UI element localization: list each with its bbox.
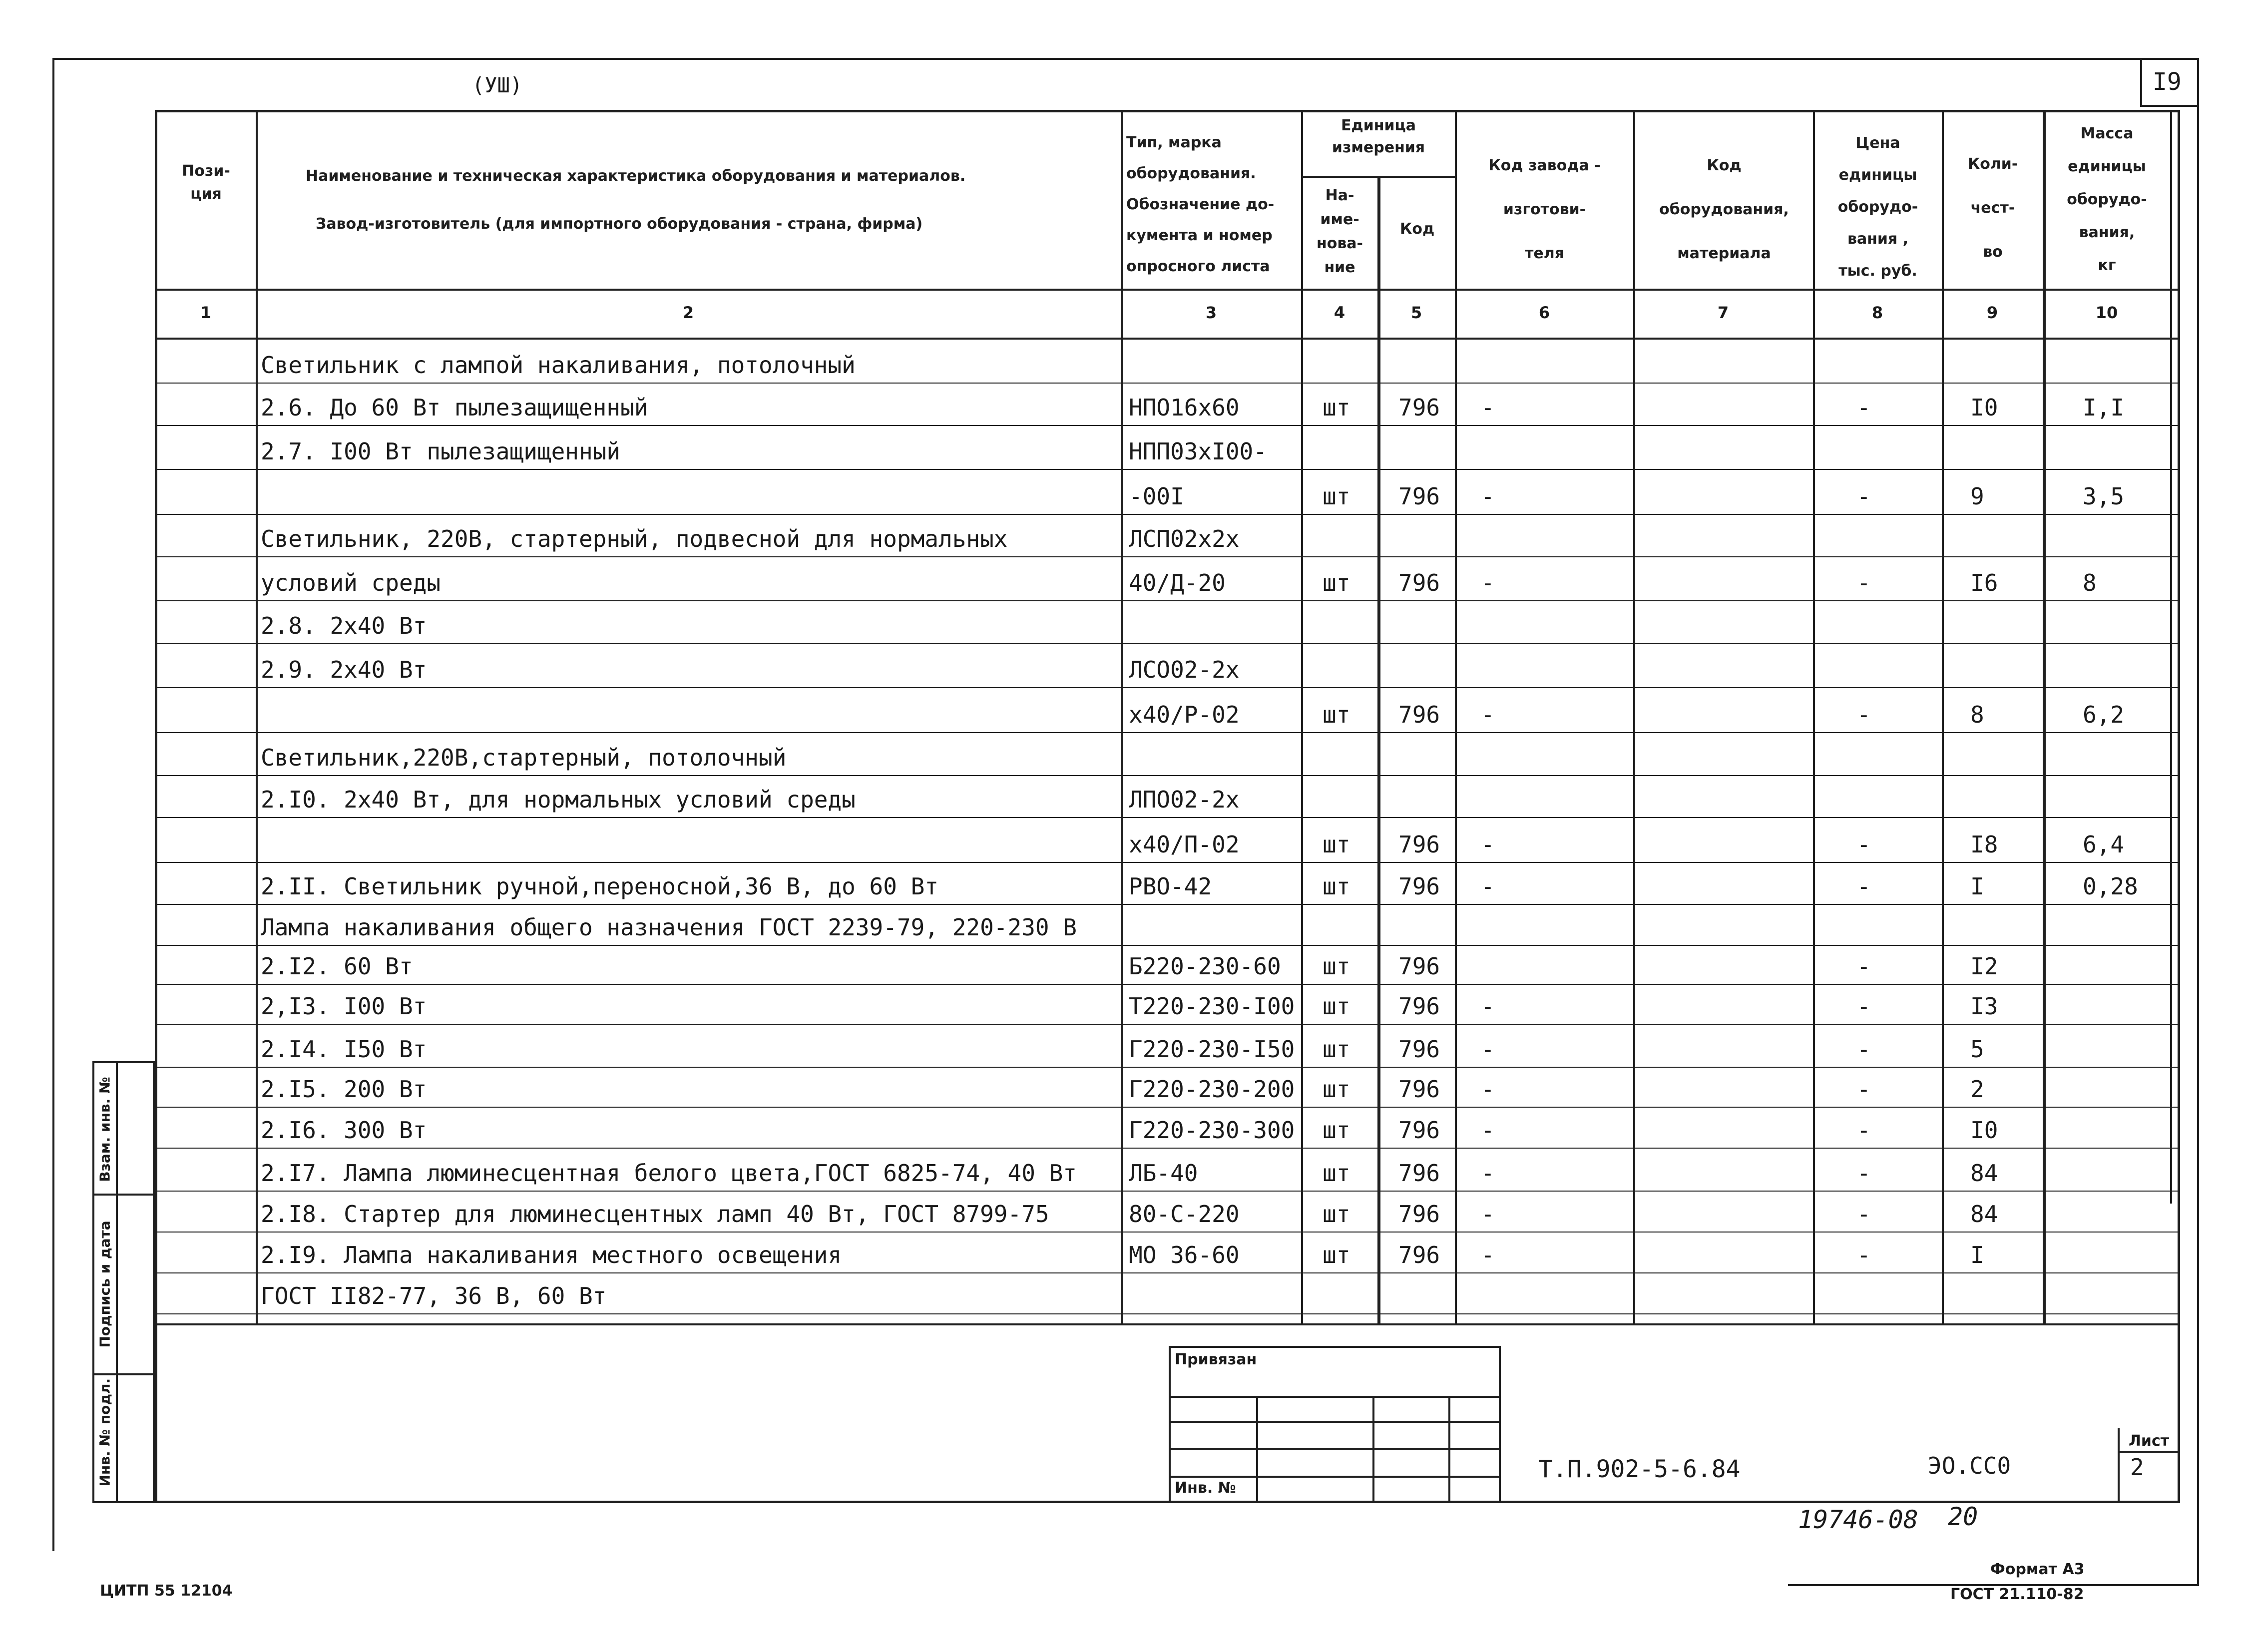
- row-cell-c8: -: [1857, 569, 1871, 596]
- row-cell-code: 796: [1398, 1076, 1440, 1103]
- column-number-10: 10: [2095, 303, 2118, 322]
- row-cell-mass: I,I: [2083, 394, 2125, 421]
- row-separator: [155, 1067, 2180, 1068]
- stamp-line-3: [1169, 1448, 1501, 1450]
- row-cell-code: 796: [1398, 1241, 1440, 1268]
- side-strip-line-2: [92, 1373, 155, 1375]
- row-cell-code: 796: [1398, 394, 1440, 421]
- row-cell-qty: I: [1970, 873, 1984, 900]
- column-number-7: 7: [1717, 303, 1729, 322]
- row-cell-c6: -: [1481, 1076, 1495, 1103]
- row-separator: [155, 643, 2180, 644]
- header-unit-group: Единица измерения: [1332, 117, 1425, 156]
- row-cell-c6: -: [1481, 1036, 1495, 1063]
- row-cell-c6: -: [1481, 1117, 1495, 1144]
- row-cell-type: ЛПО02-2х: [1129, 786, 1240, 813]
- row-cell-c6: -: [1481, 569, 1495, 596]
- row-cell-c8: -: [1857, 1201, 1871, 1228]
- row-cell-code: 796: [1398, 953, 1440, 980]
- row-cell-c6: -: [1481, 831, 1495, 858]
- row-separator: [155, 862, 2180, 863]
- row-cell-c8: -: [1857, 831, 1871, 858]
- row-separator: [155, 514, 2180, 515]
- header-quantity: Коли- чест- во: [1967, 155, 2018, 261]
- stamp-vline-2: [1372, 1396, 1374, 1503]
- row-cell-name: Светильник, 220В, стартерный, подвесной для нормальных: [261, 525, 1008, 552]
- col-line-5: [1455, 110, 1457, 1323]
- row-separator: [155, 1024, 2180, 1025]
- row-cell-unit: шт: [1323, 701, 1350, 728]
- row-cell-type: 80-С-220: [1129, 1201, 1240, 1228]
- row-cell-mass: 3,5: [2083, 483, 2125, 510]
- col-line-4: [1377, 176, 1380, 1323]
- row-cell-type: Г220-230-300: [1129, 1117, 1295, 1144]
- row-cell-type: Г220-230-I50: [1129, 1036, 1295, 1063]
- outer-right-border: [2197, 58, 2199, 1586]
- column-number-9: 9: [1986, 303, 1998, 322]
- col-line-3: [1301, 110, 1303, 1323]
- row-cell-c6: -: [1481, 394, 1495, 421]
- row-cell-type: НПО16х60: [1129, 394, 1240, 421]
- row-separator: [155, 600, 2180, 601]
- row-separator: [155, 383, 2180, 384]
- side-label-replacement-inv: Взам. инв. №: [96, 1077, 113, 1182]
- col-line-1: [256, 110, 258, 1323]
- row-cell-c6: -: [1481, 483, 1495, 510]
- header-equipment-code: Код оборудования, материала: [1659, 157, 1789, 262]
- row-separator: [155, 904, 2180, 905]
- row-cell-type: х40/Р-02: [1129, 701, 1240, 728]
- stamp-line-1: [1169, 1396, 1501, 1398]
- sheet-value: 2: [2130, 1454, 2144, 1481]
- row-cell-type: МО 36-60: [1129, 1241, 1240, 1268]
- row-cell-qty: I2: [1970, 953, 1998, 980]
- row-cell-code: 796: [1398, 1036, 1440, 1063]
- header-manufacturer-code: Код завода - изготови- теля: [1488, 157, 1601, 262]
- header-name: Наименование и техническая характеристика оборудования и материалов. Завод-изготовитель (для импортного оборудования - страна, фирма): [306, 167, 966, 233]
- row-cell-c6: -: [1481, 1241, 1495, 1268]
- row-cell-c8: -: [1857, 953, 1871, 980]
- row-separator: [155, 1148, 2180, 1149]
- stamp-line-4: [1169, 1476, 1501, 1478]
- row-cell-name: 2.I5. 200 Вт: [261, 1076, 427, 1103]
- row-cell-mass: 6,2: [2083, 701, 2125, 728]
- row-cell-type: ЛБ-40: [1129, 1160, 1198, 1187]
- header-unit-code: Код: [1399, 220, 1435, 238]
- column-number-8: 8: [1871, 303, 1883, 322]
- row-cell-type: ЛСП02х2х: [1129, 525, 1240, 552]
- row-cell-type: Б220-230-60: [1129, 953, 1281, 980]
- header-bottom-line: [155, 289, 2180, 291]
- row-cell-mass: 8: [2083, 569, 2097, 596]
- row-separator: [155, 775, 2180, 776]
- row-cell-name: 2.I7. Лампа люминесцентная белого цвета,ГОСТ 6825-74, 40 Вт: [261, 1160, 1077, 1187]
- row-cell-c8: -: [1857, 1160, 1871, 1187]
- col-line-8: [1942, 110, 1944, 1323]
- row-cell-name: ГОСТ II82-77, 36 В, 60 Вт: [261, 1282, 607, 1309]
- row-cell-c8: -: [1857, 701, 1871, 728]
- row-cell-unit: шт: [1323, 569, 1350, 596]
- outer-left-border: [52, 58, 54, 1551]
- row-cell-c6: -: [1481, 701, 1495, 728]
- row-cell-unit: шт: [1323, 394, 1350, 421]
- row-cell-name: 2.7. I00 Вт пылезащищенный: [261, 438, 621, 465]
- document-code: Т.П.902-5-6.84: [1538, 1455, 1741, 1483]
- row-cell-code: 796: [1398, 483, 1440, 510]
- section-mark: (УШ): [472, 73, 523, 97]
- row-cell-c6: -: [1481, 1160, 1495, 1187]
- row-separator: [155, 817, 2180, 818]
- row-cell-name: 2,I3. I00 Вт: [261, 993, 427, 1020]
- row-separator: [155, 1272, 2180, 1273]
- stamp-inv-label: Инв. №: [1175, 1479, 1236, 1497]
- row-cell-c8: -: [1857, 873, 1871, 900]
- row-cell-code: 796: [1398, 1160, 1440, 1187]
- row-cell-mass: 6,4: [2083, 831, 2125, 858]
- document-mark: ЭО.СС0: [1928, 1452, 2011, 1479]
- header-unit-name: На- име- нова- ние: [1316, 187, 1363, 276]
- row-cell-qty: 9: [1970, 483, 1984, 510]
- row-cell-qty: 2: [1970, 1076, 1984, 1103]
- row-cell-qty: I6: [1970, 569, 1998, 596]
- stamp-line-2: [1169, 1421, 1501, 1423]
- row-separator: [155, 425, 2180, 426]
- row-cell-unit: шт: [1323, 1036, 1350, 1063]
- row-cell-qty: 84: [1970, 1160, 1998, 1187]
- row-cell-type: НПП03хI00-: [1129, 438, 1267, 465]
- row-separator: [155, 732, 2180, 733]
- column-numbers-line: [155, 338, 2180, 340]
- side-strip-divider: [116, 1061, 118, 1503]
- row-cell-code: 796: [1398, 1201, 1440, 1228]
- row-cell-name: Светильник,220В,стартерный, потолочный: [261, 744, 787, 771]
- row-cell-qty: 5: [1970, 1036, 1984, 1063]
- row-cell-code: 796: [1398, 701, 1440, 728]
- header-position: Пози- ция: [182, 162, 230, 203]
- column-number-5: 5: [1410, 303, 1422, 322]
- row-cell-type: Г220-230-200: [1129, 1076, 1295, 1103]
- header-type: Тип, марка оборудования. Обозначение до- кумента и номер опросного листа: [1126, 134, 1275, 275]
- row-cell-name: 2.6. До 60 Вт пылезащищенный: [261, 394, 648, 421]
- row-cell-c8: -: [1857, 1117, 1871, 1144]
- row-cell-type: ЛСО02-2х: [1129, 656, 1240, 683]
- row-cell-name: 2.I4. I50 Вт: [261, 1036, 427, 1063]
- row-cell-unit: шт: [1323, 483, 1350, 510]
- row-cell-unit: шт: [1323, 1076, 1350, 1103]
- row-cell-c8: -: [1857, 394, 1871, 421]
- footer-format: Формат А3: [1990, 1561, 2085, 1578]
- row-cell-code: 796: [1398, 873, 1440, 900]
- row-cell-c8: -: [1857, 483, 1871, 510]
- row-separator: [155, 945, 2180, 946]
- row-cell-type: Т220-230-I00: [1129, 993, 1295, 1020]
- handwritten-registration-number: 19746-08: [1798, 1505, 1918, 1534]
- row-cell-c8: -: [1857, 1036, 1871, 1063]
- row-cell-name: 2.I0. 2х40 Вт, для нормальных условий среды: [261, 786, 856, 813]
- row-cell-qty: 84: [1970, 1201, 1998, 1228]
- row-cell-type: 40/Д-20: [1129, 569, 1226, 596]
- row-cell-name: 2.I9. Лампа накаливания местного освещения: [261, 1241, 842, 1268]
- row-separator: [155, 687, 2180, 688]
- row-cell-name: 2.8. 2х40 Вт: [261, 612, 427, 639]
- row-cell-code: 796: [1398, 1117, 1440, 1144]
- footer-left-code: ЦИТП 55 12104: [100, 1582, 233, 1600]
- row-cell-unit: шт: [1323, 1201, 1350, 1228]
- row-separator: [155, 1191, 2180, 1192]
- row-cell-unit: шт: [1323, 1241, 1350, 1268]
- row-cell-code: 796: [1398, 831, 1440, 858]
- row-separator: [155, 556, 2180, 557]
- handwritten-page-number: 20: [1948, 1502, 1978, 1531]
- row-cell-qty: 8: [1970, 701, 1984, 728]
- row-cell-mass: 0,28: [2083, 873, 2138, 900]
- row-cell-unit: шт: [1323, 873, 1350, 900]
- column-number-1: 1: [200, 303, 212, 322]
- row-cell-unit: шт: [1323, 953, 1350, 980]
- header-price: Цена единицы оборудо- вания , тыс. руб.: [1837, 134, 1918, 280]
- row-cell-name: 2.I8. Стартер для люминесцентных ламп 40 Вт, ГОСТ 8799-75: [261, 1201, 1049, 1228]
- row-cell-name: 2.II. Светильник ручной,переносной,36 В, до 60 Вт: [261, 873, 939, 900]
- row-cell-qty: I: [1970, 1241, 1984, 1268]
- row-cell-c8: -: [1857, 993, 1871, 1020]
- sheet-number: I9: [2153, 68, 2182, 96]
- stamp-vline-1: [1256, 1396, 1258, 1503]
- row-cell-unit: шт: [1323, 831, 1350, 858]
- stamp-bound-label: Привязан: [1175, 1351, 1257, 1368]
- col-line-9: [2043, 110, 2046, 1323]
- row-cell-name: 2.I6. 300 Вт: [261, 1117, 427, 1144]
- table-body-end-line: [155, 1323, 2180, 1325]
- row-cell-unit: шт: [1323, 1117, 1350, 1144]
- row-cell-name: Светильник с лампой накаливания, потолочный: [261, 352, 856, 379]
- row-cell-c6: -: [1481, 1201, 1495, 1228]
- row-cell-code: 796: [1398, 993, 1440, 1020]
- row-cell-qty: I3: [1970, 993, 1998, 1020]
- column-number-3: 3: [1205, 303, 1217, 322]
- side-label-signature-date: Подпись и дата: [96, 1221, 113, 1348]
- sheet-label: Лист: [2129, 1432, 2170, 1450]
- row-cell-qty: I0: [1970, 394, 1998, 421]
- column-number-4: 4: [1334, 303, 1345, 322]
- stamp-vline-3: [1448, 1396, 1450, 1503]
- sheet-label-line: [2118, 1451, 2180, 1453]
- row-separator: [155, 1232, 2180, 1233]
- outer-top-border: [52, 58, 2199, 60]
- row-separator: [155, 1107, 2180, 1108]
- row-cell-unit: шт: [1323, 1160, 1350, 1187]
- row-separator: [155, 1313, 2180, 1314]
- row-cell-c6: -: [1481, 993, 1495, 1020]
- col-line-2: [1121, 110, 1123, 1323]
- column-number-6: 6: [1538, 303, 1550, 322]
- col-line-10: [2170, 110, 2172, 1204]
- row-cell-name: 2.I2. 60 Вт: [261, 953, 413, 980]
- footer-gost: ГОСТ 21.110-82: [1950, 1586, 2084, 1603]
- col-line-6: [1633, 110, 1635, 1323]
- row-cell-c8: -: [1857, 1241, 1871, 1268]
- row-cell-type: -00I: [1129, 483, 1184, 510]
- row-cell-name: условий среды: [261, 569, 441, 596]
- row-separator: [155, 469, 2180, 470]
- col-line-7: [1813, 110, 1815, 1323]
- row-cell-name: 2.9. 2х40 Вт: [261, 656, 427, 683]
- row-separator: [155, 984, 2180, 985]
- side-label-inv-original: Инв. № подл.: [96, 1378, 113, 1487]
- row-cell-type: РВО-42: [1129, 873, 1212, 900]
- column-number-2: 2: [682, 303, 694, 322]
- row-cell-code: 796: [1398, 569, 1440, 596]
- row-cell-c6: -: [1481, 873, 1495, 900]
- row-cell-type: х40/П-02: [1129, 831, 1240, 858]
- row-cell-qty: I0: [1970, 1117, 1998, 1144]
- row-cell-c8: -: [1857, 1076, 1871, 1103]
- row-cell-qty: I8: [1970, 831, 1998, 858]
- row-cell-unit: шт: [1323, 993, 1350, 1020]
- header-mass: Масса единицы оборудо- вания, кг: [2067, 125, 2147, 274]
- row-cell-name: Лампа накаливания общего назначения ГОСТ 2239-79, 220-230 В: [261, 914, 1077, 941]
